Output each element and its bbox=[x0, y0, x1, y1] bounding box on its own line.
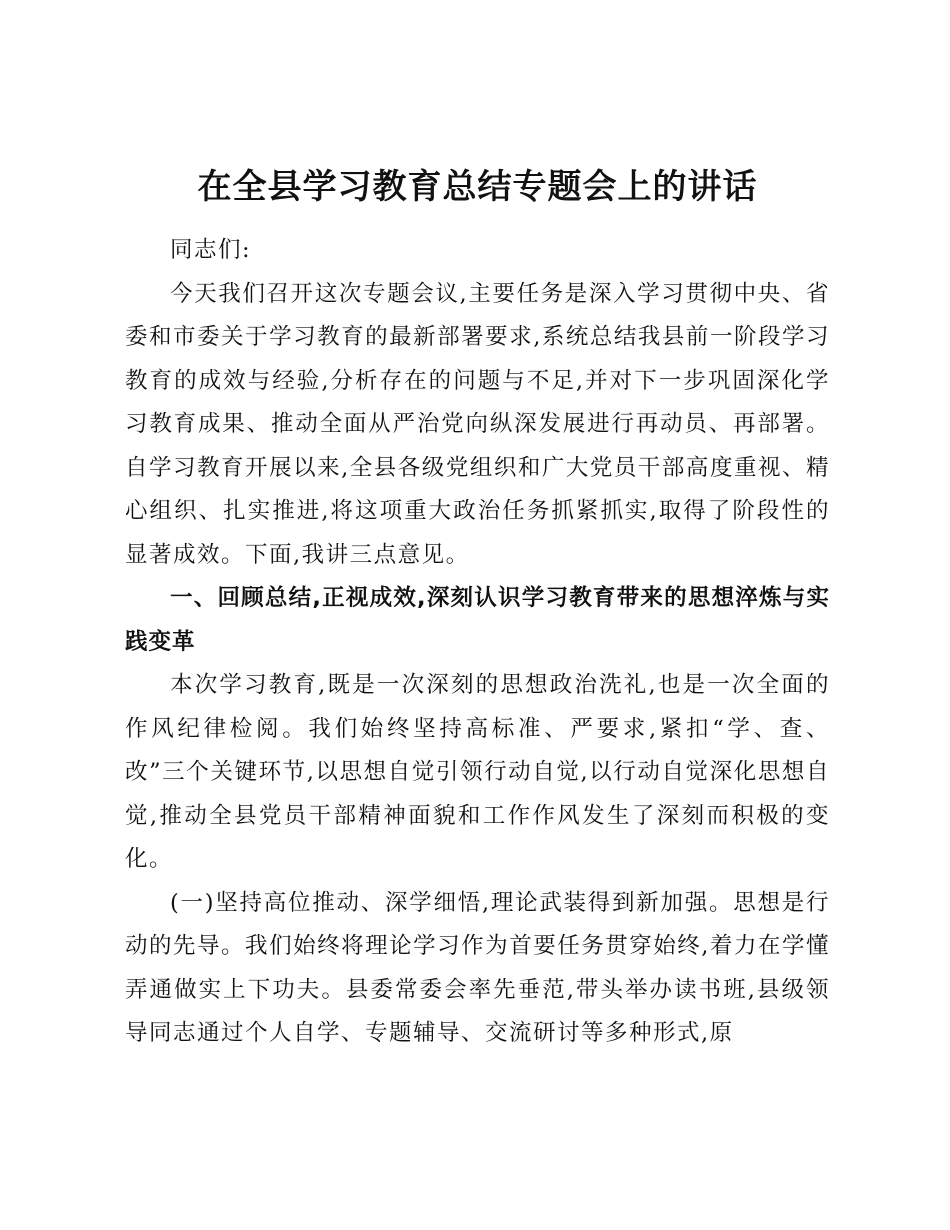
subsection-1-lead: (一)坚持高位推动、深学细悟,理论武装得到新加强。 bbox=[170, 889, 734, 916]
document-title: 在全县学习教育总结专题会上的讲话 bbox=[197, 167, 758, 207]
subsection-1-body: 思想是行动的先导。我们始终将理论学习作为首要任务贯穿始终,着力在学懂弄通做实上下功夫。县委常委会率先垂范,带头举办读书班,县级领导同志通过个人自学、专题辅导、交流研讨等多种形式,原 bbox=[125, 889, 830, 1047]
section-heading-1: 一、回顾总结,正视成效,深刻认识学习教育带来的思想淬炼与实践变革 bbox=[125, 585, 830, 655]
intro-paragraph: 今天我们召开这次专题会议,主要任务是深入学习贯彻中央、省委和市委关于学习教育的最新部署要求,系统总结我县前一阶段学习教育的成效与经验,分析存在的问题与不足,并对下一步巩固深化学习教育成果、推动全面从严治党向纵深发展进行再动员、再部署。自学习教育开展以来,全县各级党组织和广大党员干部高度重视、精心组织、扎实推进,将这项重大政治任务抓紧抓实,取得了阶段性的显著成效。下面,我讲三点意见。 bbox=[125, 280, 830, 568]
salutation: 同志们: bbox=[170, 237, 252, 264]
document-page bbox=[125, 165, 830, 1056]
subsection-1-paragraph bbox=[125, 882, 830, 1056]
section-1-paragraph: 本次学习教育,既是一次深刻的思想政治洗礼,也是一次全面的作风纪律检阅。我们始终坚持高标准、严要求,紧扣“学、查、改”三个关键环节,以思想自觉引领行动自觉,以行动自觉深化思想自觉,推动全县党员干部精神面貌和工作作风发生了深刻而积极的变化。 bbox=[125, 672, 830, 873]
